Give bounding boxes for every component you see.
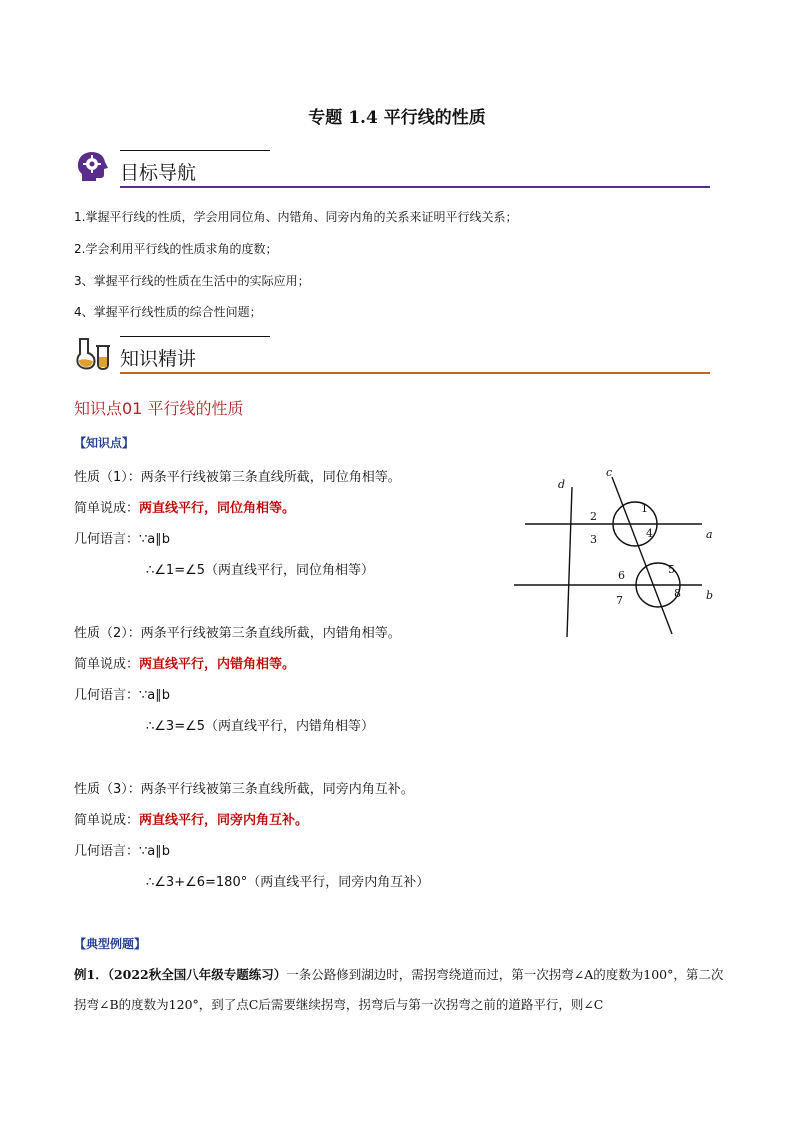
simple-statement: 两直线平行，同位角相等。	[139, 501, 296, 516]
goal-item: 2.学会利用平行线的性质求角的度数；	[74, 242, 278, 256]
angle-label-8: 8	[674, 587, 681, 600]
knowledge-point-title: 知识点01 平行线的性质	[74, 399, 244, 418]
goal-item: 3、掌握平行线的性质在生活中的实际应用；	[74, 274, 310, 288]
goal-item: 1.掌握平行线的性质，学会用同位角、内错角、同旁内角的关系来证明平行线关系；	[74, 210, 518, 224]
geo-prefix: 几何语言：	[74, 844, 140, 859]
goal-item: 4、掌握平行线性质的综合性问题；	[74, 305, 262, 319]
simple-prefix: 简单说成：	[74, 813, 140, 828]
example-text: 一条公路修到湖边时，需拐弯绕道而过，第一次拐弯∠A的度数为100°，第二次拐弯∠B的度数为120°，到了点C后需要继续拐弯，拐弯后与第一次拐弯之前的道路平行，则∠C	[74, 967, 724, 1012]
property-simple	[74, 497, 295, 516]
label-c: c	[606, 466, 613, 479]
property-statement: 性质（2）：两条平行线被第三条直线所截，内错角相等。	[74, 626, 401, 641]
property-conclusion: ∴∠1=∠5（两直线平行，同位角相等）	[146, 563, 375, 578]
angle-label-6: 6	[618, 569, 625, 582]
property-conclusion: ∴∠3+∠6=180°（两直线平行，同旁内角互补）	[146, 875, 430, 890]
angle-label-2: 2	[590, 510, 597, 523]
property-statement: 性质（1）：两条平行线被第三条直线所截，同位角相等。	[74, 470, 401, 485]
section-underline	[120, 372, 710, 374]
property-geometry	[74, 684, 170, 703]
section-title: 目标导航	[120, 162, 197, 184]
example-1	[74, 960, 726, 1020]
property-conclusion: ∴∠3=∠5（两直线平行，内错角相等）	[146, 719, 375, 734]
property-geometry	[74, 840, 170, 859]
parallel-lines-figure	[510, 462, 725, 642]
given: ∵a∥b	[139, 844, 171, 859]
head-gear-icon	[74, 148, 112, 186]
given: ∵a∥b	[139, 532, 171, 547]
property-simple	[74, 809, 308, 828]
label-d: d	[558, 478, 566, 491]
line-c	[612, 477, 672, 634]
angle-label-4: 4	[646, 527, 653, 540]
angle-label-1: 1	[641, 502, 648, 515]
line-d	[567, 487, 572, 637]
section-underline	[120, 186, 710, 188]
page-title: 专题 1.4 平行线的性质	[308, 108, 486, 128]
angle-label-7: 7	[616, 594, 623, 607]
section-header-knowledge	[74, 334, 710, 374]
angle-label-3: 3	[590, 533, 597, 546]
geo-prefix: 几何语言：	[74, 688, 140, 703]
section-header-goals	[74, 148, 710, 188]
simple-prefix: 简单说成：	[74, 657, 140, 672]
simple-statement: 两直线平行，同旁内角互补。	[139, 813, 309, 828]
given: ∵a∥b	[139, 688, 171, 703]
property-geometry	[74, 528, 170, 547]
angle-label-5: 5	[668, 563, 675, 576]
property-simple	[74, 653, 295, 672]
section-title: 知识精讲	[120, 348, 197, 370]
example-label: 例1．	[74, 967, 108, 982]
label-b: b	[706, 589, 714, 602]
simple-statement: 两直线平行，内错角相等。	[139, 657, 296, 672]
knowledge-point-bracket: 【知识点】	[74, 436, 135, 450]
example-bracket: 【典型例题】	[74, 937, 147, 951]
simple-prefix: 简单说成：	[74, 501, 140, 516]
geo-prefix: 几何语言：	[74, 532, 140, 547]
example-source: （2022秋全国八年级专题练习）	[107, 967, 287, 982]
label-a: a	[706, 528, 713, 541]
flask-icon	[74, 334, 112, 372]
property-statement: 性质（3）：两条平行线被第三条直线所截，同旁内角互补。	[74, 782, 414, 797]
